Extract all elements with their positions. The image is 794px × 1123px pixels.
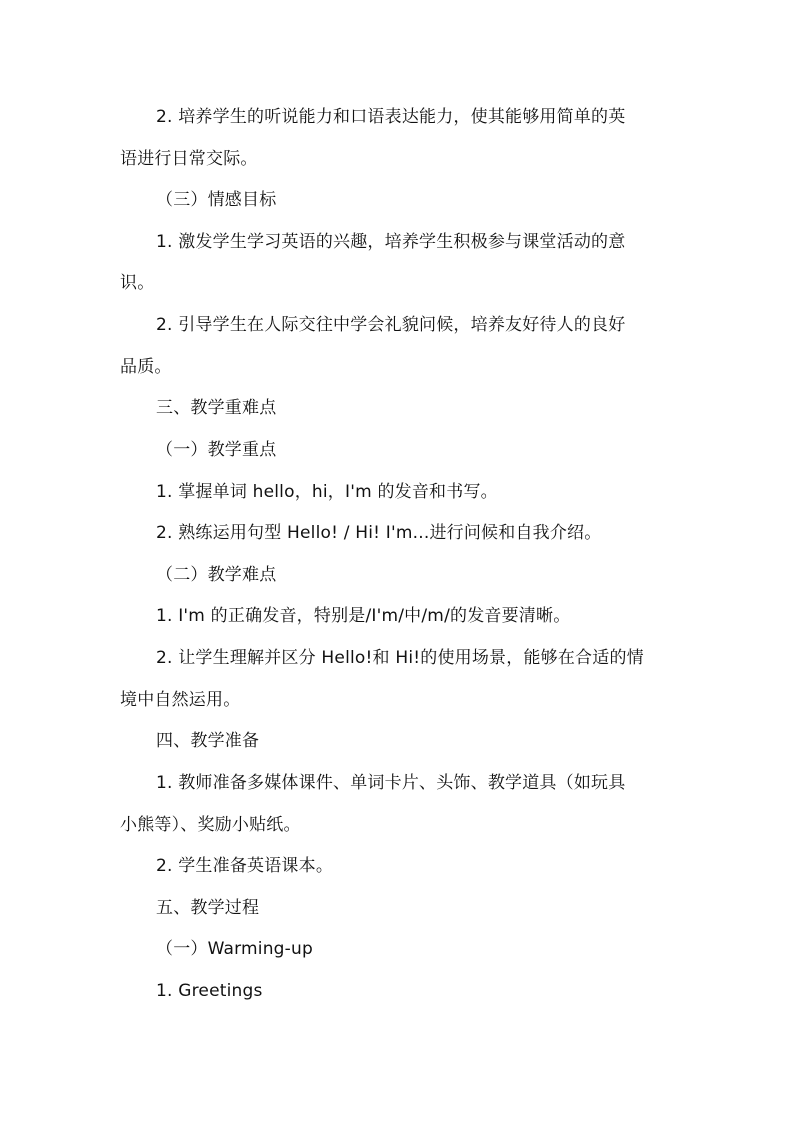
text-line: 2. 学生准备英语课本。	[156, 856, 334, 876]
text-line: 品质。	[120, 357, 172, 377]
text-line: 2. 让学生理解并区分 Hello!和 Hi!的使用场景，能够在合适的情	[156, 648, 644, 668]
text-line: 1. 教师准备多媒体课件、单词卡片、头饰、教学道具（如玩具	[156, 773, 626, 793]
text-line: 2. 熟练运用句型 Hello! / Hi! I'm...进行问候和自我介绍。	[156, 523, 602, 543]
section-heading: （一）教学重点	[156, 440, 277, 460]
section-heading: （一）Warming-up	[156, 939, 313, 959]
section-heading: （二）教学难点	[156, 565, 277, 585]
section-heading: 四、教学准备	[156, 731, 260, 751]
section-heading: 三、教学重难点	[156, 398, 277, 418]
text-line: 1. 激发学生学习英语的兴趣，培养学生积极参与课堂活动的意	[156, 232, 626, 252]
text-line: 2. 培养学生的听说能力和口语表达能力，使其能够用简单的英	[156, 107, 626, 127]
text-line: 1. I'm 的正确发音，特别是/I'm/中/m/的发音要清晰。	[156, 606, 571, 626]
text-line: 识。	[120, 273, 155, 293]
text-line: 2. 引导学生在人际交往中学会礼貌问候，培养友好待人的良好	[156, 315, 626, 335]
section-heading: 五、教学过程	[156, 898, 260, 918]
text-line: 境中自然运用。	[120, 690, 241, 710]
text-line: 小熊等）、奖励小贴纸。	[120, 815, 301, 835]
section-heading: （三）情感目标	[156, 190, 277, 210]
text-line: 1. 掌握单词 hello，hi，I'm 的发音和书写。	[156, 482, 498, 502]
text-line: 语进行日常交际。	[120, 149, 258, 169]
text-line: 1. Greetings	[156, 981, 263, 1001]
